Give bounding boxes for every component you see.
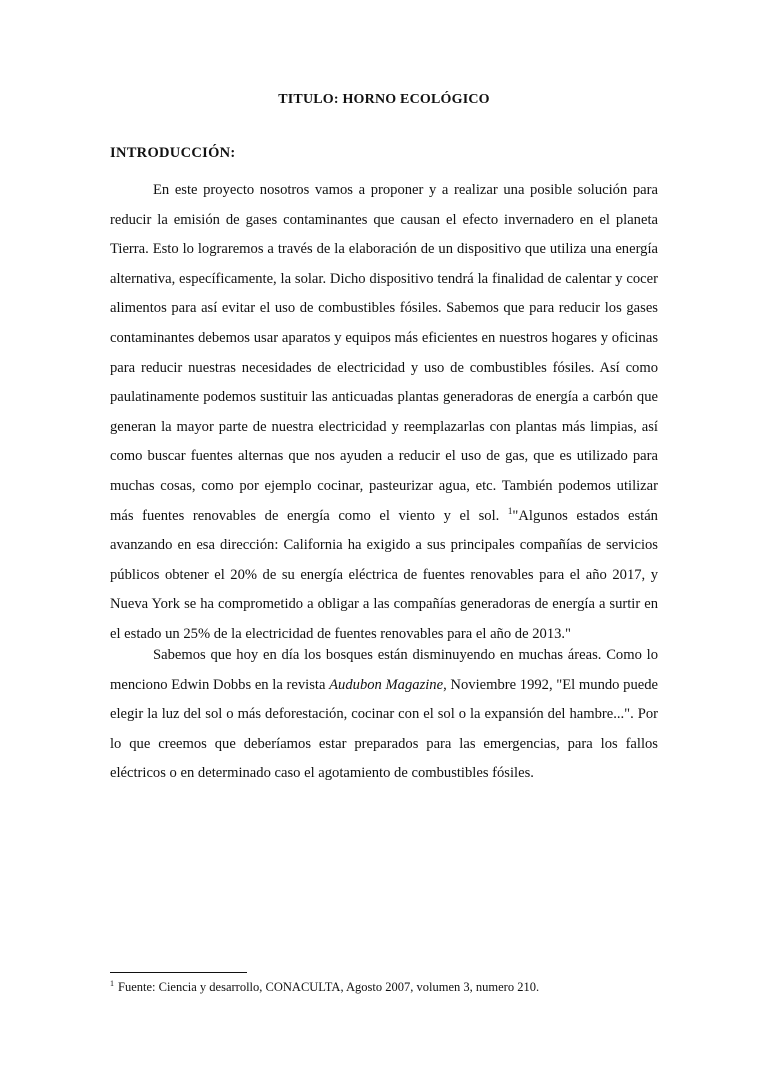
paragraph2-text: Sabemos que hoy en día los bosques están disminuyendo en muchas áreas. Como lo menciono Edwin Dobbs en la revista bbox=[110, 647, 658, 693]
page-title: TITULO: HORNO ECOLÓGICO bbox=[278, 92, 490, 107]
footnote-reference[interactable]: 1 bbox=[507, 505, 513, 516]
paragraph-forests bbox=[110, 641, 658, 789]
magazine-title: Audubon Magazine bbox=[329, 676, 444, 693]
footnote-marker: 1 bbox=[110, 978, 114, 988]
paragraph2-continued: , Noviembre 1992, "El mundo puede elegir la luz del sol o más deforestación, cocinar con el sol o la expansión del hambre...". Por lo que creemos que deberíamos estar preparados para las emergencias, para los fallos eléctricos o en determinado caso el agotamiento de combustibles fósiles. bbox=[110, 676, 658, 782]
section-heading: INTRODUCCIÓN: bbox=[110, 145, 236, 161]
paragraph1-text: En este proyecto nosotros vamos a proponer y a realizar una posible solución para reducir la emisión de gases contaminantes que causan el efecto invernadero en el planeta Tierra. Esto lo lograremos a través de la elaboración de un dispositivo que utiliza una energía alternativa, específicamente, la solar. Dicho dispositivo tendrá la finalidad de calentar y cocer alimentos para así evitar el uso de combustibles fósiles. Sabemos que para reducir los gases contaminantes debemos usar aparatos y equipos más eficientes en nuestros hogares y oficinas para reducir nuestras necesidades de electricidad y uso de combustibles fósiles. Así como paulatinamente podemos sustituir las anticuadas plantas generadoras de energía a carbón que generan la mayor parte de nuestra electricidad y reemplazarlas con plantas más limpias, así como buscar fuentes alternas que nos ayuden a reducir el uso de gas, que es utilizado para muchas cosas, como por ejemplo cocinar, pasteurizar agua, etc. También podemos utilizar más fuentes renovables de energía como el viento y el sol. bbox=[110, 182, 658, 524]
paragraph1-quote: "Algunos estados están avanzando en esa dirección: California ha exigido a sus principales compañías de servicios públicos obtener el 20% de su energía eléctrica de fuentes renovables para el año 2017, y Nueva York se ha comprometido a obligar a las compañías generadoras de energía a surtir en el estado un 25% de la electricidad de fuentes renovables para el año de 2013." bbox=[110, 507, 658, 642]
footnote bbox=[110, 979, 539, 995]
paragraph-introduction bbox=[110, 176, 658, 650]
footnote-text: Fuente: Ciencia y desarrollo, CONACULTA, Agosto 2007, volumen 3, numero 210. bbox=[118, 980, 540, 994]
footnote-separator bbox=[110, 972, 247, 973]
